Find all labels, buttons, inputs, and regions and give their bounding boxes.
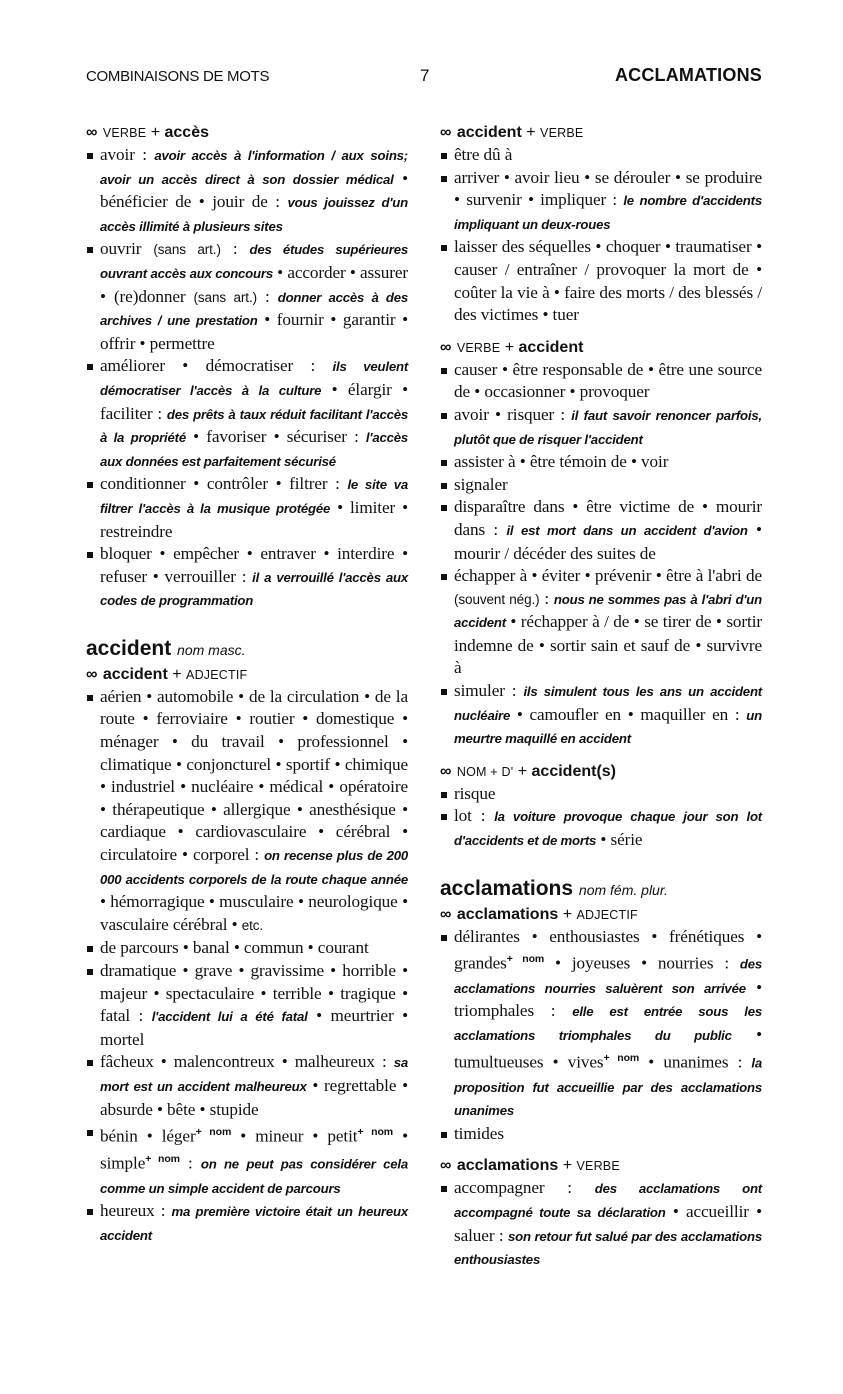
position-note: + nom xyxy=(603,1052,640,1065)
grammar-note: etc. xyxy=(241,917,264,933)
collocate-text: lot : xyxy=(454,806,495,826)
collocate-text: • joyeuses • nourries : xyxy=(544,953,740,973)
headword: acclamations xyxy=(440,876,574,900)
collocate-text: timides xyxy=(454,1123,504,1143)
heading-plus: + xyxy=(562,1157,573,1175)
collocate-text: • tumultueuses • vives xyxy=(454,1024,762,1073)
collocation-item xyxy=(86,1200,408,1247)
collocate-text: laisser des séquelles • choquer • traumatiser • causer / entraîner / provoquer la mort de • coûter la vie à • faire des morts / des blessés / des victimes • tuer xyxy=(454,237,762,325)
collocate-text: • unanimes : xyxy=(639,1053,752,1073)
usage-example: il faut savoir renoncer parfois, plutôt que de risquer l'accident xyxy=(454,407,762,447)
collocation-item xyxy=(440,496,762,565)
collocation-item xyxy=(86,144,408,238)
collocation-item xyxy=(440,451,762,474)
collocation-list xyxy=(440,783,762,853)
usage-example: le site va filtrer l'accès à la musique protégée xyxy=(100,477,409,516)
section-heading-verbe-accident xyxy=(440,337,762,359)
collocate-text: arriver • avoir lieu • se dérouler • se produire • survenir • impliquer : xyxy=(454,167,762,210)
section-heading-accident-adjectif xyxy=(86,664,408,686)
position-note: + nom xyxy=(506,953,545,966)
collocate-text: • mourir / décéder des suites de xyxy=(454,519,762,563)
usage-example: sa mort est un accident malheureux xyxy=(100,1055,408,1094)
collocate-text: • fournir • garantir • offrir • permettre xyxy=(100,310,409,353)
heading-plus: + xyxy=(517,762,528,780)
collocation-item xyxy=(440,565,762,680)
collocation-item xyxy=(440,144,762,167)
collocate-text: conditionner • contrôler • filtrer : xyxy=(100,474,348,494)
collocate-text: accompagner : xyxy=(454,1178,595,1198)
collocate-text: • triomphales : xyxy=(454,977,762,1021)
collocation-item xyxy=(86,1121,408,1200)
usage-example: on ne peut pas considérer cela comme un simple accident de parcours xyxy=(100,1157,409,1196)
usage-example: il est mort dans un accident d'avion xyxy=(506,522,748,538)
collocate-text: simuler : xyxy=(454,681,524,701)
collocate-text: heureux : xyxy=(100,1201,172,1221)
collocate-text: avoir : xyxy=(100,145,155,164)
collocation-item xyxy=(440,474,762,497)
collocate-text: bloquer • empêcher • entraver • interdire • refuser • verrouiller : xyxy=(100,544,408,586)
heading-right-label: ADJECTIF xyxy=(576,907,638,922)
usage-example: elle est entrée sous les acclamations triomphales du public xyxy=(454,1004,762,1043)
collocate-text: • accueillir • saluer : xyxy=(454,1202,762,1245)
collocation-infinity-icon: ∞ xyxy=(440,338,451,356)
collocation-infinity-icon: ∞ xyxy=(440,1157,451,1175)
heading-right-label: ADJECTIF xyxy=(186,667,248,682)
heading-keyword: accès xyxy=(164,124,209,141)
collocate-text: • accorder • assurer • (re)donner xyxy=(100,262,408,306)
collocate-text: signaler xyxy=(454,474,508,494)
collocation-item xyxy=(440,359,762,404)
collocation-item xyxy=(440,404,762,451)
collocate-text: échapper à • éviter • prévenir • être à l'abri de xyxy=(454,566,762,586)
usage-example: des acclamations nourries saluèrent son arrivée xyxy=(454,956,762,996)
heading-right-label: VERBE xyxy=(576,1159,620,1174)
collocate-text: être dû à xyxy=(454,145,513,164)
collocation-infinity-icon: ∞ xyxy=(440,905,451,923)
heading-keyword: acclamations xyxy=(456,905,559,923)
collocate-text: • limiter • restreindre xyxy=(100,497,408,541)
usage-example: un meurtre maquillé en accident xyxy=(454,707,762,747)
usage-example: ma première victoire était un heureux accident xyxy=(100,1204,408,1243)
left-column xyxy=(86,122,408,1248)
usage-example: ils veulent démocratiser l'accès à la culture xyxy=(100,359,409,398)
collocation-item xyxy=(86,543,408,613)
collocate-text: fâcheux • malencontreux • malheureux : xyxy=(100,1052,394,1072)
heading-keyword: accident xyxy=(102,665,168,683)
collocate-text: • bénéficier de • jouir de : xyxy=(100,168,408,212)
heading-right-label: VERBE xyxy=(540,126,584,140)
collocation-list xyxy=(440,359,762,751)
collocation-item xyxy=(440,783,762,806)
section-heading-verbe-acces xyxy=(86,122,408,144)
collocate-text: : xyxy=(539,588,554,608)
grammar-note: (sans art.) xyxy=(193,289,257,305)
collocation-infinity-icon: ∞ xyxy=(86,124,97,141)
usage-example: avoir accès à l'information / aux soins; avoir un accès direct à son dossier médical xyxy=(100,148,408,187)
collocation-item xyxy=(86,937,408,960)
collocation-item xyxy=(86,355,408,473)
collocate-text: • simple xyxy=(100,1126,408,1174)
collocation-infinity-icon: ∞ xyxy=(86,665,97,683)
collocation-item xyxy=(440,1123,762,1146)
heading-keyword: accident xyxy=(518,338,584,356)
usage-example: des prêts à taux réduit facilitant l'accès à la propriété xyxy=(100,406,408,446)
collocation-item xyxy=(440,236,762,326)
collocate-text: • série xyxy=(596,830,643,850)
collocate-text: : xyxy=(220,239,250,259)
collocation-item xyxy=(440,167,762,237)
usage-example: vous jouissez d'un accès illimité à plusieurs sites xyxy=(100,195,408,234)
usage-example: donner accès à des archives / une prestation xyxy=(100,289,409,329)
heading-keyword: acclamations xyxy=(456,1157,559,1175)
collocate-text: améliorer • démocratiser : xyxy=(100,356,333,376)
collocation-list xyxy=(86,144,408,613)
collocate-text: ouvrir xyxy=(100,239,154,259)
usage-example: nous ne sommes pas à l'abri d'un accident xyxy=(454,591,762,631)
heading-left-label: NOM + D' xyxy=(456,764,514,779)
part-of-speech: nom fém. plur. xyxy=(578,881,668,898)
collocate-text: • hémorragique • musculaire • neurologique • vasculaire cérébral • xyxy=(100,892,408,934)
collocate-text: avoir • risquer : xyxy=(454,404,572,424)
collocation-item xyxy=(86,960,408,1051)
heading-keyword: accident xyxy=(456,124,522,141)
collocate-text: délirantes • enthousiastes • frénétiques • grandes xyxy=(454,926,762,973)
heading-plus: + xyxy=(504,338,515,356)
collocate-text: bénin • léger xyxy=(100,1126,196,1146)
entry-headword-accident xyxy=(86,635,408,664)
collocate-text: • regrettable • absurde • bête • stupide xyxy=(100,1075,408,1119)
collocation-list xyxy=(440,1177,762,1271)
usage-example: la proposition fut accueillie par des acclamations unanimes xyxy=(454,1056,762,1119)
grammar-note: (souvent nég.) xyxy=(454,591,540,607)
section-heading-accident-verbe xyxy=(440,122,762,144)
page-header xyxy=(86,64,762,90)
grammar-note: (sans art.) xyxy=(153,242,221,258)
heading-plus: + xyxy=(526,124,536,141)
usage-example: le nombre d'accidents impliquant un deux-roues xyxy=(454,193,762,232)
collocate-text: dramatique • grave • gravissime • horrible • majeur • spectaculaire • terrible • tragique • fatal : xyxy=(100,961,408,1026)
collocation-item xyxy=(440,926,762,1123)
collocate-text: : xyxy=(257,286,278,306)
collocation-infinity-icon: ∞ xyxy=(440,124,451,141)
collocation-item xyxy=(440,1177,762,1271)
collocate-text: aérien • automobile • de la circulation • de la route • ferroviaire • routier • domestique • ménager • du travail • professionnel • climatique • conjoncturel • sportif • chimique • industriel • nucléaire • médical • opératoire • thérapeutique • allergique • anesthésique • cardiaque • cardiovasculaire • cérébral • circulatoire • corporel : xyxy=(100,686,408,865)
headword: accident xyxy=(86,636,172,660)
collocate-text: assister à • être témoin de • voir xyxy=(454,452,669,472)
part-of-speech: nom masc. xyxy=(177,641,246,658)
section-heading-acclamations-adjectif xyxy=(440,904,762,926)
collocate-text: • réchapper à / de • se tirer de • sortir indemne de • sortir sain et sauf de • survivre à xyxy=(454,612,762,678)
usage-example: son retour fut salué par des acclamations enthousiastes xyxy=(454,1228,762,1268)
collocate-text: risque xyxy=(454,783,496,803)
usage-example: des acclamations ont accompagné toute sa déclaration xyxy=(454,1181,762,1221)
collocation-list xyxy=(440,926,762,1146)
collocation-item xyxy=(86,686,408,938)
position-note: + nom xyxy=(357,1126,394,1139)
collocation-item xyxy=(86,238,408,355)
position-note: + nom xyxy=(195,1126,232,1139)
collocation-item xyxy=(440,680,762,751)
usage-example: l'accès aux données est parfaitement sécurisé xyxy=(100,430,408,469)
collocate-text: • camoufler en • maquiller en : xyxy=(510,704,747,724)
running-header-left: COMBINAISONS DE MOTS xyxy=(86,68,270,85)
heading-left-label: VERBE xyxy=(102,126,147,140)
collocate-text: disparaître dans • être victime de • mourir dans : xyxy=(454,497,762,539)
usage-example: ils simulent tous les ans un accident nucléaire xyxy=(454,684,762,723)
heading-left-label: VERBE xyxy=(456,340,501,355)
collocate-text: • élargir • faciliter : xyxy=(100,379,409,423)
section-heading-nom-accident xyxy=(440,761,762,783)
collocate-text: • favoriser • sécuriser : xyxy=(185,427,366,447)
collocation-item xyxy=(86,473,408,543)
section-heading-acclamations-verbe xyxy=(440,1155,762,1177)
collocate-text: : xyxy=(179,1154,201,1174)
position-note: + nom xyxy=(145,1153,180,1166)
collocation-item xyxy=(86,1051,408,1121)
heading-plus: + xyxy=(562,905,573,923)
usage-example: des études supérieures ouvrant accès aux concours xyxy=(100,242,408,281)
entry-headword-acclamations xyxy=(440,875,762,904)
usage-example: il a verrouillé l'accès aux codes de programmation xyxy=(100,569,408,609)
heading-keyword: accident(s) xyxy=(531,762,616,780)
collocation-item xyxy=(440,805,762,852)
collocate-text: de parcours • banal • commun • courant xyxy=(100,938,369,958)
usage-example: on recense plus de 200 000 accidents corporels de la route chaque année xyxy=(100,848,408,887)
page-number: 7 xyxy=(420,66,430,85)
right-column xyxy=(440,122,762,1272)
heading-plus: + xyxy=(150,124,161,141)
usage-example: la voiture provoque chaque jour son lot d'accidents et de morts xyxy=(454,809,762,849)
collocation-list xyxy=(440,144,762,327)
running-header-right: ACCLAMATIONS xyxy=(614,65,762,85)
collocate-text: • mineur • petit xyxy=(231,1126,358,1146)
collocate-text: • meurtrier • mortel xyxy=(100,1006,408,1049)
collocation-infinity-icon: ∞ xyxy=(440,762,451,780)
usage-example: l'accident lui a été fatal xyxy=(151,1009,308,1025)
heading-plus: + xyxy=(172,665,182,683)
collocation-list xyxy=(86,686,408,1248)
collocate-text: causer • être responsable de • être une source de • occasionner • provoquer xyxy=(454,359,762,402)
